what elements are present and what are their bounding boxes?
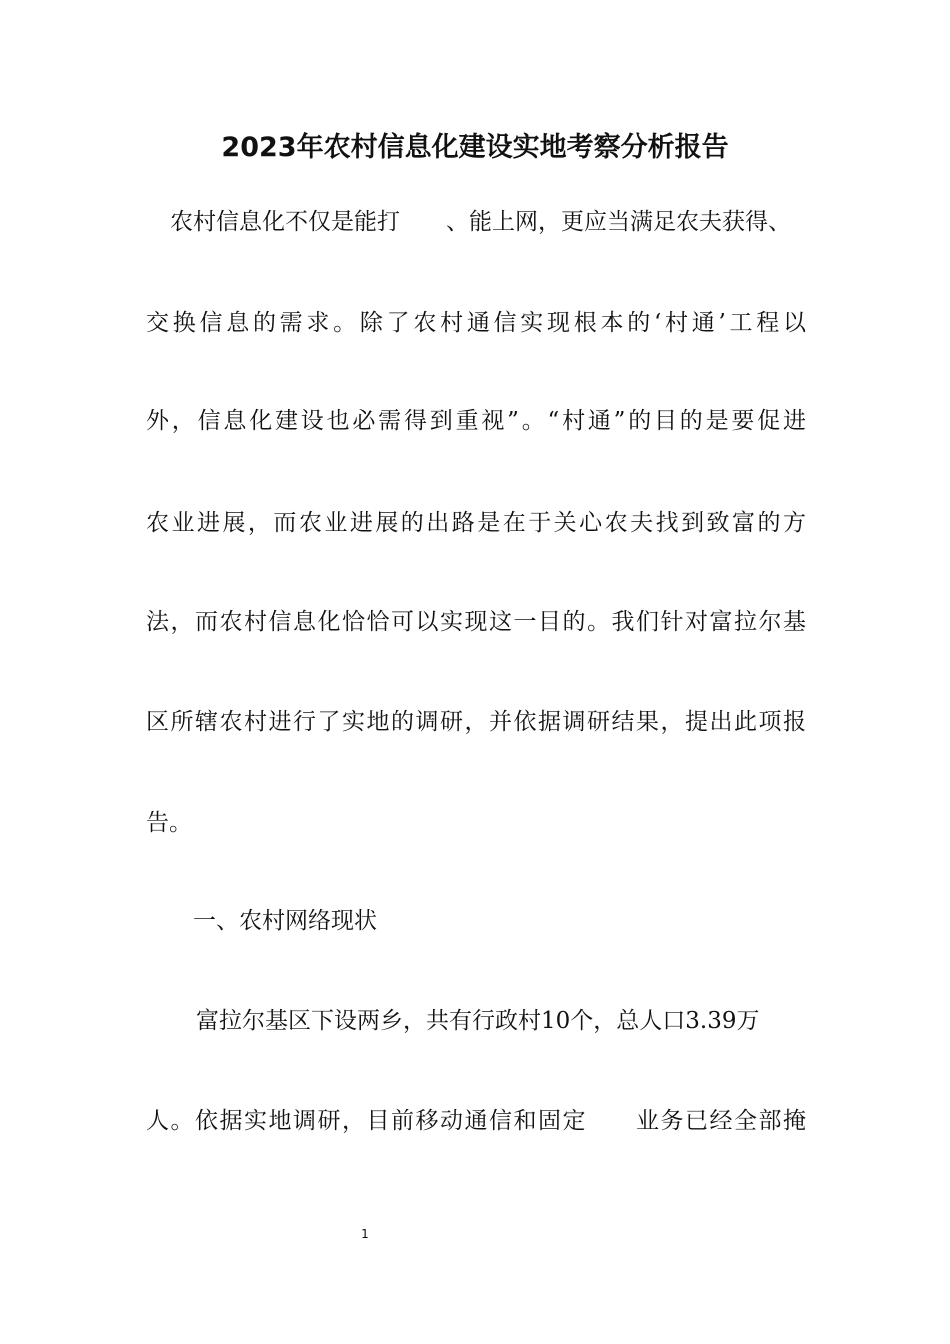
paragraph-line: 区所辖农村进行了实地的调研，并依据调研结果，提出此项报 [146, 709, 806, 735]
paragraph-line: 人。依据实地调研，目前移动通信和固定 业务已经全部掩 [146, 1108, 806, 1134]
paragraph-line: 富拉尔基区下设两乡，共有行政村10个，总人口3.39万 [196, 1008, 760, 1034]
paragraph-line: 外，信息化建设也必需得到重视”。“村通”的目的是要促进 [146, 408, 806, 434]
paragraph-line: 农村信息化不仅是能打 、能上网，更应当满足农夫获得、 [170, 209, 791, 235]
document-title: 2023年农村信息化建设实地考察分析报告 [221, 132, 729, 163]
paragraph-line: 交换信息的需求。除了农村通信实现根本的‘村通’工程以 [146, 310, 806, 336]
paragraph-line: 法，而农村信息化恰恰可以实现这一目的。我们针对富拉尔基 [146, 609, 806, 635]
paragraph-line: 农业进展，而农业进展的出路是在于关心农夫找到致富的方 [146, 510, 806, 536]
section-heading: 一、农村网络现状 [193, 908, 377, 934]
paragraph-line: 告。 [146, 810, 192, 836]
page-number: 1 [361, 1227, 369, 1241]
